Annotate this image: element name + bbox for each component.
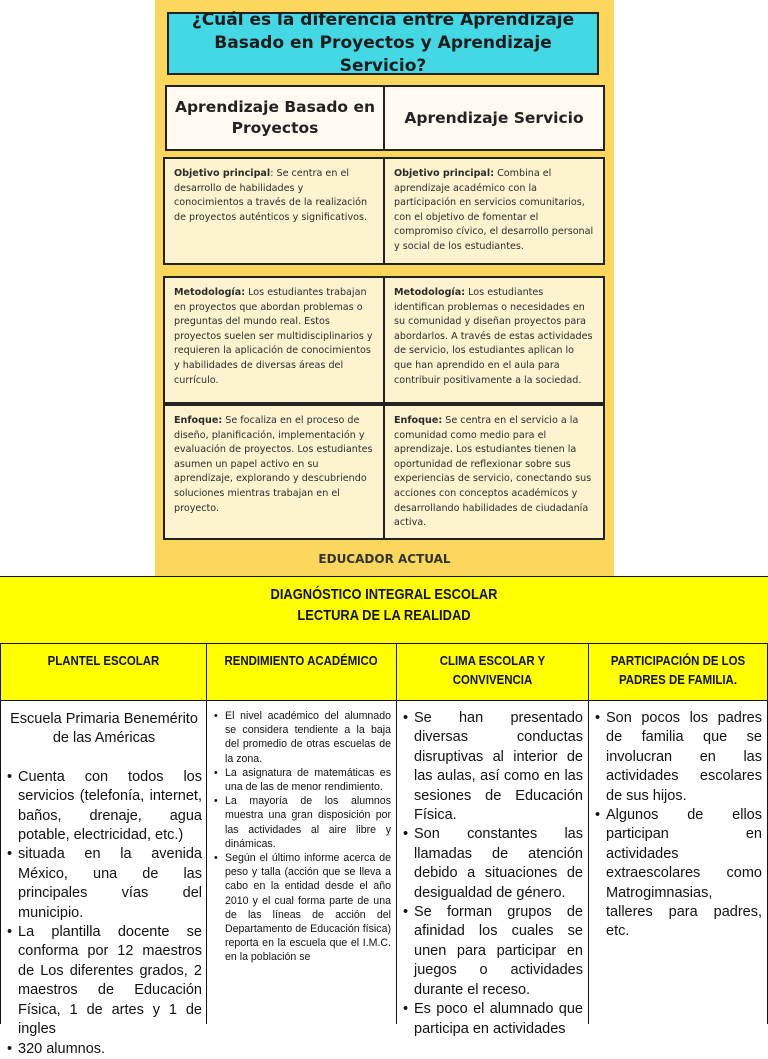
list-item: • 320 alumnos.: [6, 1040, 202, 1059]
diagnostic-title-line1: DIAGNÓSTICO INTEGRAL ESCOLAR: [270, 586, 498, 603]
header-plantel: [0, 644, 207, 701]
diagnostic-title-line2: LECTURA DE LA REALIDAD: [297, 607, 471, 624]
cell-label: Objetivo principal:: [394, 168, 495, 179]
cell-abp-objetivo: [163, 157, 385, 265]
cell-label: Metodología:: [174, 287, 246, 298]
cell-label: Enfoque:: [394, 415, 443, 426]
cell-abp-enfoque: [163, 404, 385, 540]
list-item: • Algunos de ellos participan en actividades extraescolares como Matrogimnasias, talleres para padres, etc.: [594, 806, 762, 942]
list-item: • Según el último informe acerca de peso y talla (acción que se lleva a cabo en la entidad desde el año 2010 y el cual forma parte de una de las líneas de acción del Departamento de Educación física) reporta en la escuela que el I.M.C. en la población se: [213, 851, 391, 965]
list-item: • Son constantes las llamadas de atención debido a situaciones de desigualdad de género.: [402, 825, 583, 903]
cell-as-enfoque: [383, 404, 605, 540]
body-rendimiento: [207, 701, 397, 1024]
cell-label: Objetivo principal: [174, 168, 271, 179]
header-label: PARTICIPACIÓN DE LOS PADRES DE FAMILIA.: [610, 653, 746, 687]
cell-as-metodologia: [383, 276, 605, 404]
header-label: RENDIMIENTO ACADÉMICO: [224, 653, 379, 668]
cell-label: Enfoque:: [174, 415, 223, 426]
cell-text: Los estudiantes trabajan en proyectos que abordan problemas o preguntas del mundo real. Estos proyectos suelen ser multidisciplinarios y requieren la aplicación de conocimientos y habilidades de diversas áreas del currículo.: [174, 287, 373, 386]
diagnostic-table: [0, 576, 768, 1057]
list-item: • El nivel académico del alumnado se considera tendiente a la baja del promedio de otras escuelas de la zona.: [213, 709, 391, 766]
infographic-card: [155, 0, 614, 576]
header-clima: [397, 644, 589, 701]
list-item: • situada en la avenida México, una de las principales vías del municipio.: [6, 845, 202, 923]
body-clima: [397, 701, 589, 1037]
body-padres: [589, 701, 768, 1024]
header-label: CLIMA ESCOLAR Y CONVIVENCIA: [439, 653, 546, 687]
list-item: • Se han presentado diversas conductas disruptivas al interior de las aulas, así como en las sesiones de Educación Física.: [402, 709, 583, 825]
list-item: • La plantilla docente se conforma por 12 maestros de Los diferentes grados, 2 maestros de Educación Física, 1 de artes y 1 de ingles: [6, 923, 202, 1039]
header-rendimiento: [207, 644, 397, 701]
list-item: • Es poco el alumnado que participa en actividades: [402, 1000, 583, 1039]
clima-list: [402, 709, 583, 1039]
rendimiento-list: [213, 709, 391, 965]
infographic-title: ¿Cuál es la diferencia entre Aprendizaje Basado en Proyectos y Aprendizaje Servicio?: [167, 12, 599, 75]
list-item: • La asignatura de matemáticas es una de las de menor rendimiento.: [213, 766, 391, 794]
cell-as-objetivo: [383, 157, 605, 265]
cell-text: Los estudiantes identifican problemas o necesidades en su comunidad y diseñan proyectos para abordarlos. A través de estas actividades de servicio, los estudiantes aplican lo que han aprendido en el aula para contribuir positivamente a la sociedad.: [394, 287, 593, 386]
cell-text: Se centra en el servicio a la comunidad como medio para el aprendizaje. Los estudiantes tienen la oportunidad de reflexionar sobre sus experiencias de servicio, conectando sus acciones con conceptos académicos y desarrollando habilidades de ciudadanía activa.: [394, 415, 592, 529]
padres-list: [594, 709, 762, 942]
cell-abp-metodologia: [163, 276, 385, 404]
list-item: • Cuenta con todos los servicios (telefonía, internet, baños, drenaje, agua potable, electricidad, etc.): [6, 768, 202, 846]
list-item: • Son pocos los padres de familia que se involucran en las actividades escolares de sus hijos.: [594, 709, 762, 806]
body-plantel: [0, 701, 207, 1057]
column-header-as: Aprendizaje Servicio: [383, 85, 605, 151]
list-item: • Se forman grupos de afinidad los cuales se unen para participar en juegos o actividades durante el receso.: [402, 903, 583, 1000]
column-header-abp: Aprendizaje Basado en Proyectos: [165, 85, 385, 151]
cell-text: : Se centra en el desarrollo de habilidades y conocimientos a través de la realización de proyectos auténticos y significativos.: [174, 168, 368, 223]
school-name: Escuela Primaria Benemérito de las Américas: [10, 711, 198, 747]
list-item: • La mayoría de los alumnos muestra una gran disposición por las actividades al aire libre y dinámicas.: [213, 794, 391, 851]
cell-text: Se focaliza en el proceso de diseño, planificación, implementación y evaluación de proyectos. Los estudiantes asumen un papel activo en su aprendizaje, explorando y descubriendo soluciones mientras trabajan en el proyecto.: [174, 415, 373, 514]
header-label: PLANTEL ESCOLAR: [47, 653, 160, 668]
cell-label: Metodología:: [394, 287, 466, 298]
header-padres: [589, 644, 768, 701]
cell-text: Combina el aprendizaje académico con la participación en servicios comunitarios, con el objetivo de fomentar el compromiso cívico, el desarrollo personal y social de los estudiantes.: [394, 168, 594, 252]
plantel-list: [6, 768, 202, 1059]
infographic-footer: EDUCADOR ACTUAL: [318, 552, 451, 566]
diagnostic-title: [0, 576, 768, 644]
